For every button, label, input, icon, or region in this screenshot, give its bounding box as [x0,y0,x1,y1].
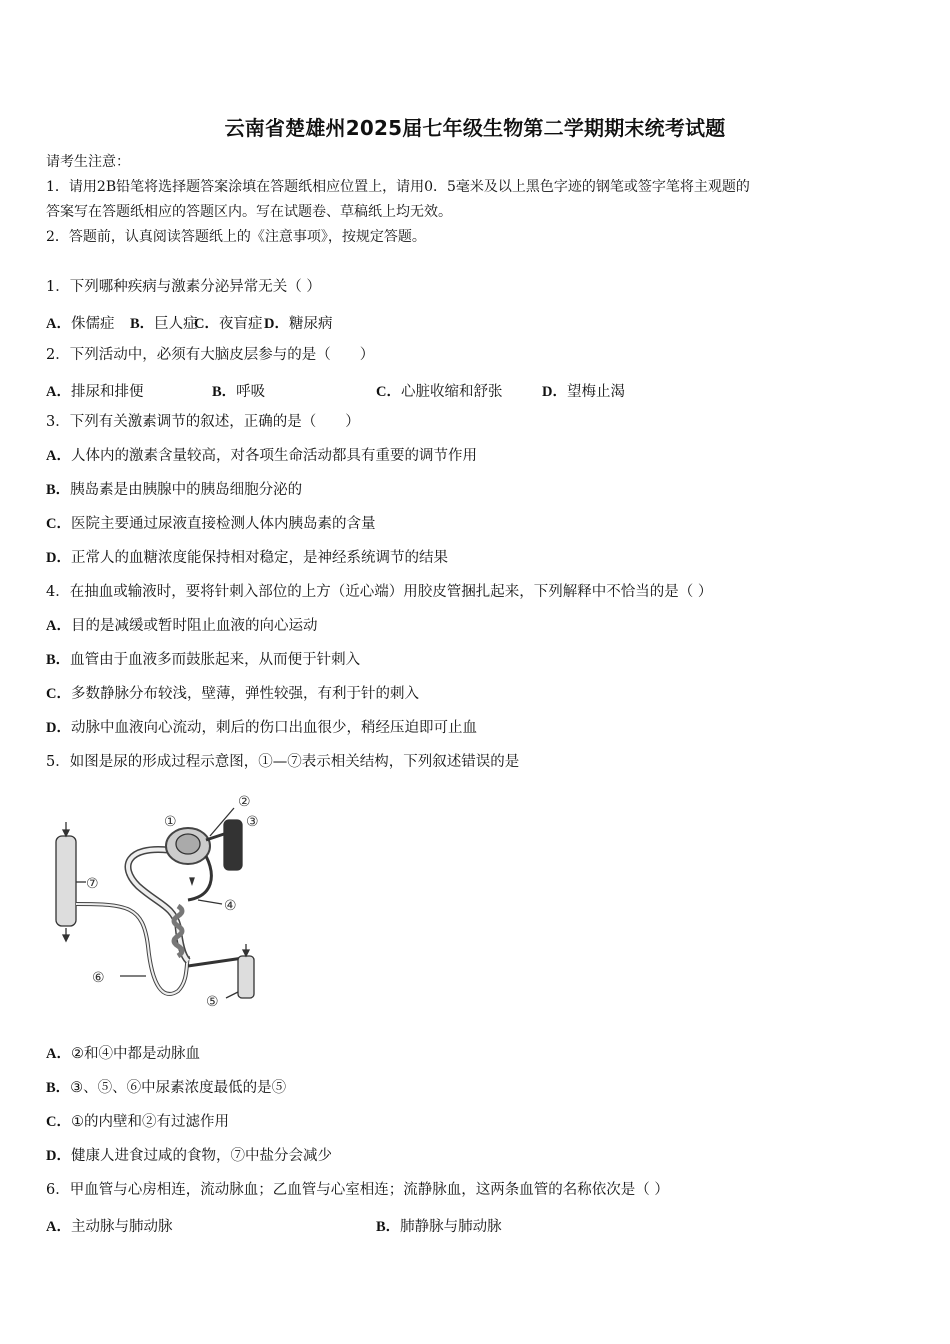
label-5: ⑤ [206,994,219,1010]
option-1b[interactable]: B．巨人症 [130,316,198,332]
option-3c[interactable]: C．医院主要通过尿液直接检测人体内胰岛素的含量 [46,516,376,532]
option-3a[interactable]: A．人体内的激素含量较高，对各项生命活动都具有重要的调节作用 [46,448,477,464]
label-3: ③ [246,814,259,830]
notice-heading: 请考生注意： [46,154,130,170]
option-1c[interactable]: C．夜盲症 [194,316,263,332]
question-1-stem: 1．下列哪种疾病与激素分泌异常无关（ ） [46,279,321,295]
option-3b[interactable]: B．胰岛素是由胰腺中的胰岛细胞分泌的 [46,482,303,498]
option-5a[interactable]: A．②和④中都是动脉血 [46,1046,200,1062]
urine-formation-diagram [48,786,278,1016]
option-2b[interactable]: B．呼吸 [212,384,266,400]
label-1: ① [164,814,177,830]
label-7: ⑦ [86,876,99,892]
label-2: ② [238,794,251,810]
label-6: ⑥ [92,970,105,986]
option-5d[interactable]: D．健康人进食过咸的食物，⑦中盐分会减少 [46,1148,332,1164]
question-5-stem: 5．如图是尿的形成过程示意图，①—⑦表示相关结构，下列叙述错误的是 [46,754,520,770]
option-4b[interactable]: B．血管由于血液多而鼓胀起来，从而便于针刺入 [46,652,361,668]
question-6-stem: 6．甲血管与心房相连，流动脉血；乙血管与心室相连；流静脉血，这两条血管的名称依次是（ ） [46,1182,669,1198]
label-4: ④ [224,898,237,914]
question-1-options [46,312,446,332]
option-2c[interactable]: C．心脏收缩和舒张 [376,384,503,400]
option-2a[interactable]: A．排尿和排便 [46,384,144,400]
option-4d[interactable]: D．动脉中血液向心流动，刺后的伤口出血很少，稍经压迫即可止血 [46,720,477,736]
question-3-stem: 3．下列有关激素调节的叙述，正确的是（ ） [46,414,360,430]
option-1a[interactable]: A．侏儒症 [46,316,115,332]
option-3d[interactable]: D．正常人的血糖浓度能保持相对稳定，是神经系统调节的结果 [46,550,448,566]
option-1d[interactable]: D．糖尿病 [264,316,333,332]
option-5c[interactable]: C．①的内壁和②有过滤作用 [46,1114,229,1130]
option-6a[interactable]: A．主动脉与肺动脉 [46,1219,173,1235]
option-5b[interactable]: B．③、⑤、⑥中尿素浓度最低的是⑤ [46,1080,287,1096]
question-4-stem: 4．在抽血或输液时，要将针刺入部位的上方（近心端）用胶皮管捆扎起来，下列解释中不恰当的是（ ） [46,584,713,600]
question-2-options [46,380,746,400]
notice-line-2: 2．答题前，认真阅读答题纸上的《注意事项》，按规定答题。 [46,229,426,245]
option-4a[interactable]: A．目的是减缓或暂时阻止血液的向心运动 [46,618,318,634]
option-6b[interactable]: B．肺静脉与肺动脉 [376,1219,502,1235]
notice-line-1a: 1．请用2B铅笔将选择题答案涂填在答题纸相应位置上，请用0．5毫米及以上黑色字迹的钢笔或签字笔将主观题的 [46,179,750,195]
question-6-options [46,1215,746,1235]
question-2-stem: 2．下列活动中，必须有大脑皮层参与的是（ ） [46,347,375,363]
page-title: 云南省楚雄州2025届七年级生物第二学期期末统考试题 [224,116,726,140]
option-4c[interactable]: C．多数静脉分布较浅，壁薄，弹性较强，有利于针的刺入 [46,686,419,702]
option-2d[interactable]: D．望梅止渴 [542,384,625,400]
notice-line-1b: 答案写在答题纸相应的答题区内。写在试题卷、草稿纸上均无效。 [46,204,452,220]
